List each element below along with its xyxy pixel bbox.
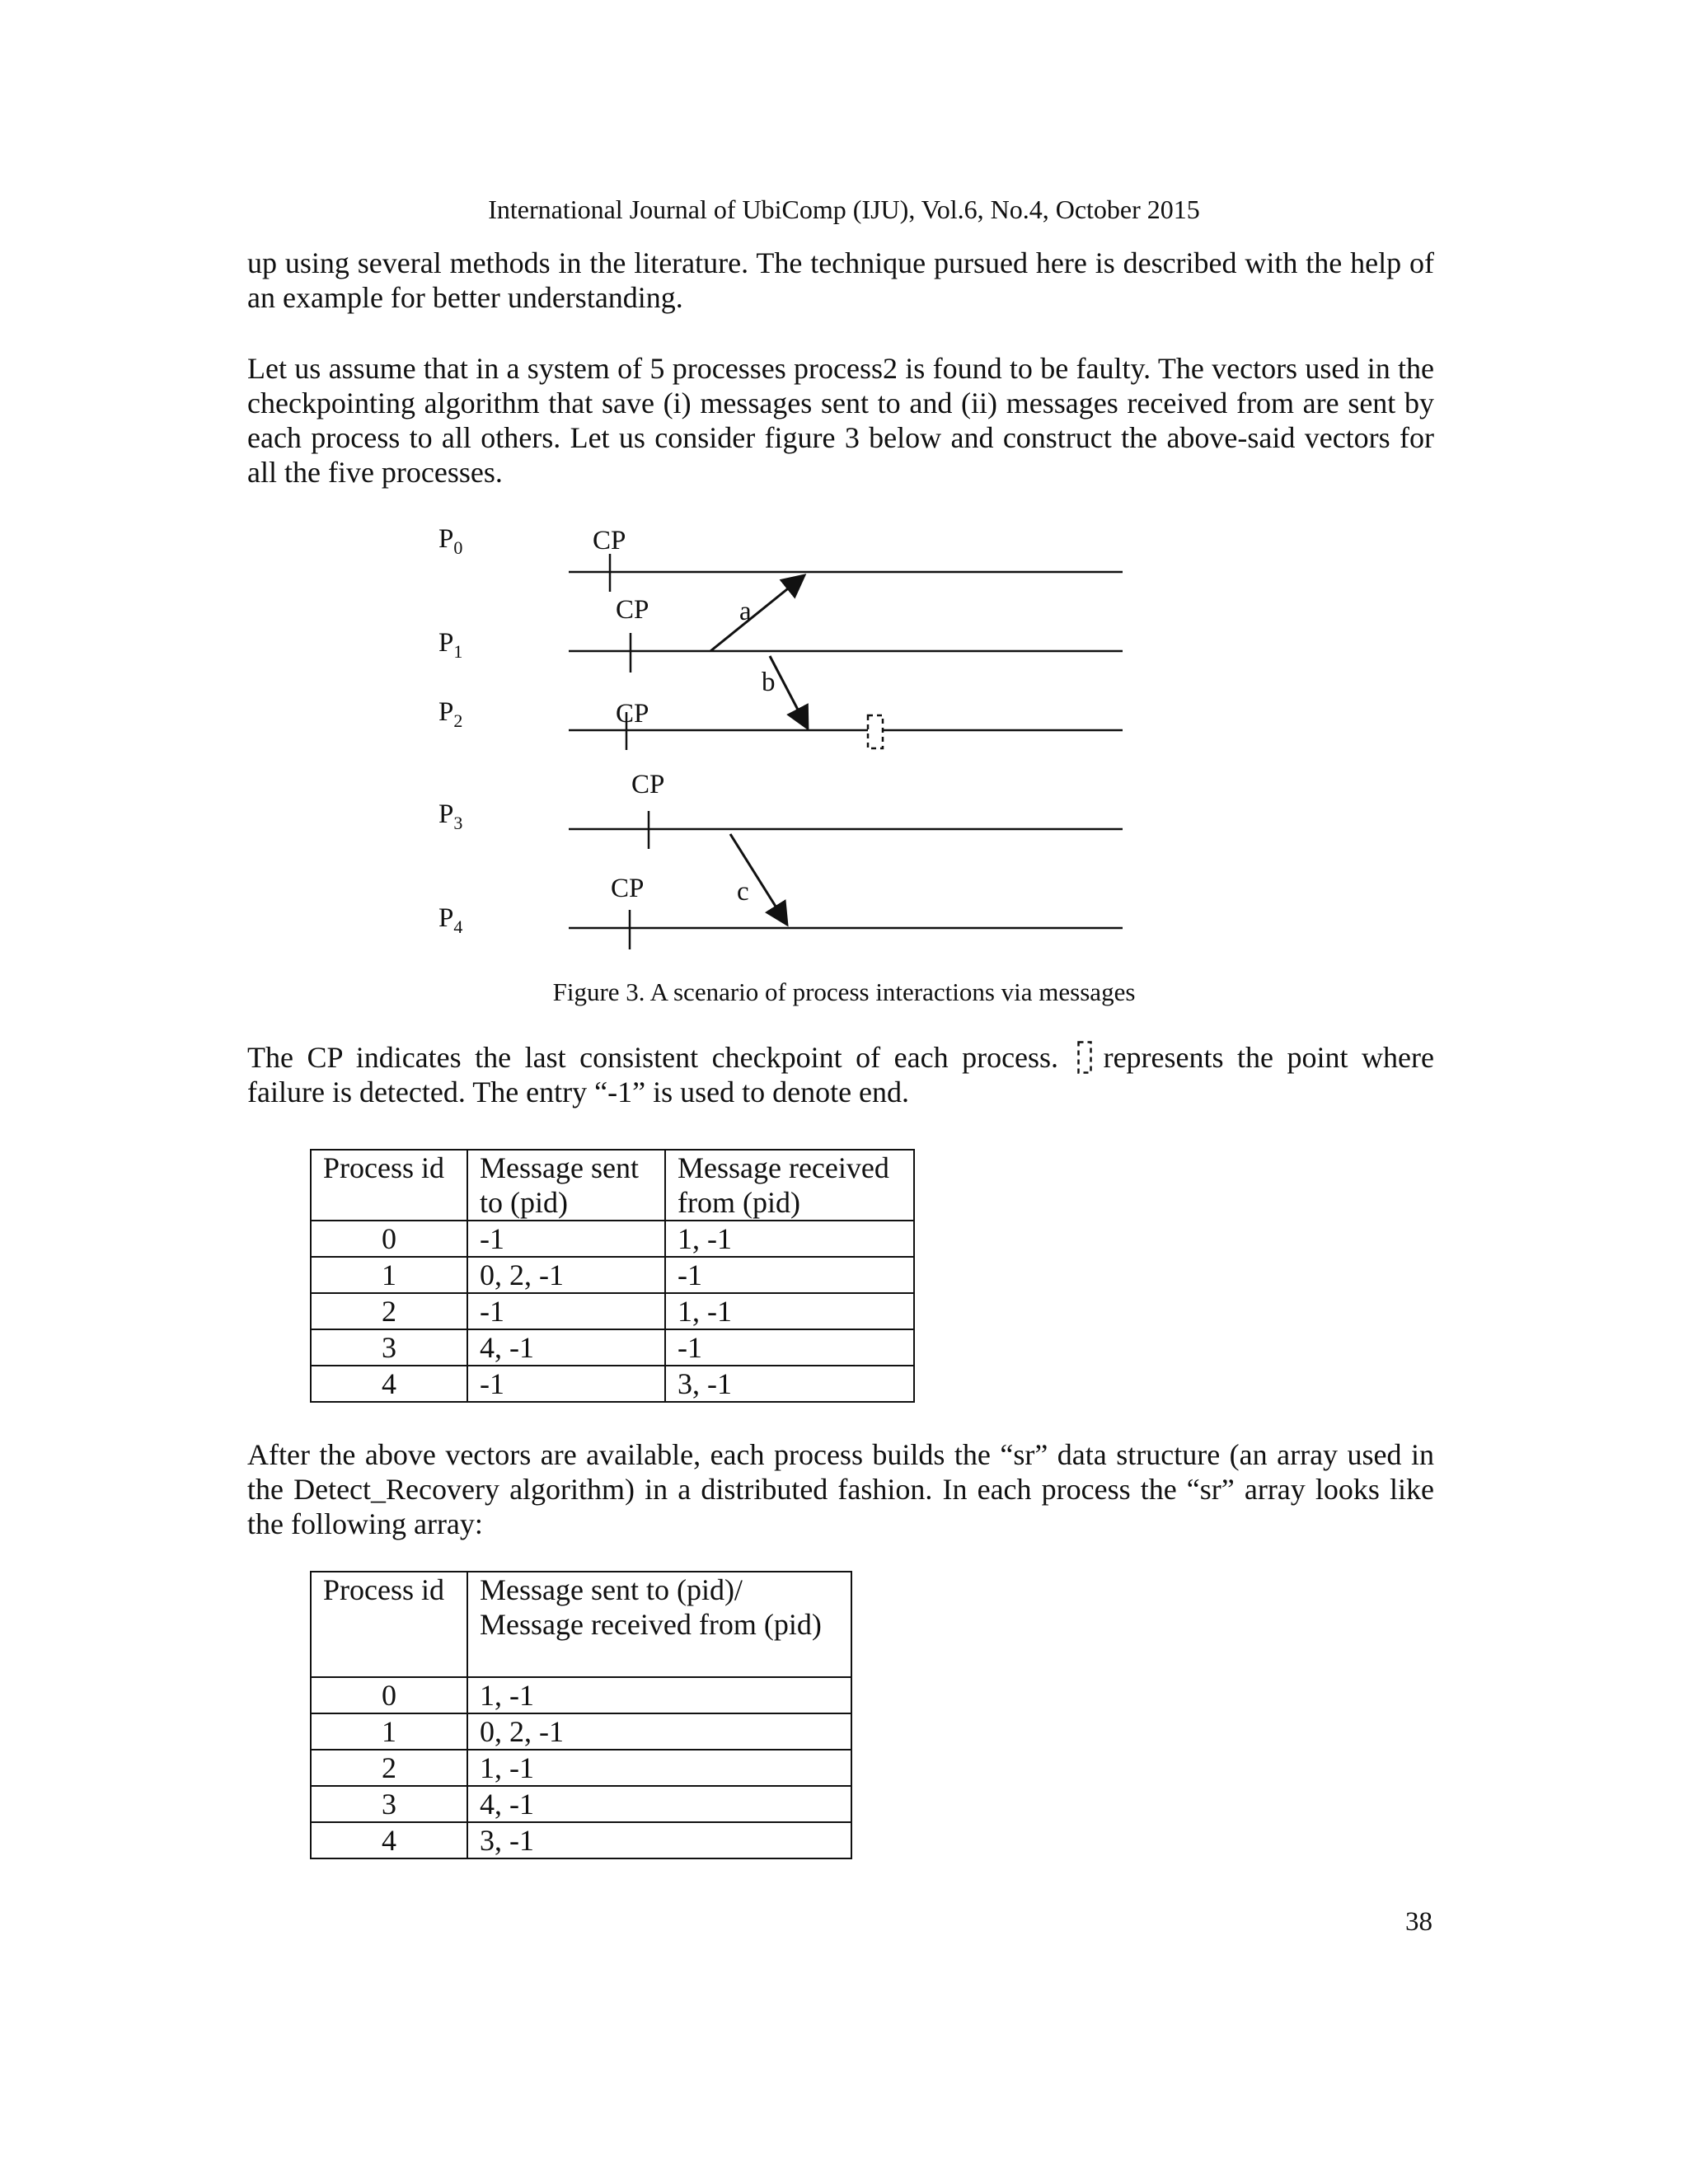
table-row (311, 1713, 851, 1750)
vectors-table (310, 1149, 915, 1403)
cell-process-id: 1 (311, 1257, 467, 1293)
cell-received: 1, -1 (665, 1221, 914, 1257)
cell-sent: 4, -1 (467, 1329, 665, 1366)
cell-received: 3, -1 (665, 1366, 914, 1402)
message-arrow-b (770, 656, 808, 729)
paragraph-cp-text-after: represents the point where failure is detected. The entry “-1” is used to denote end. (247, 1041, 1435, 1108)
header-message-sent: Message sent to (pid) (467, 1150, 665, 1221)
failure-marker-icon (1077, 1041, 1092, 1074)
checkpoint-label-p1: CP (616, 595, 649, 625)
checkpoint-label-p0: CP (593, 526, 626, 555)
cell-sent-received: 0, 2, -1 (467, 1713, 851, 1750)
cell-sent: -1 (467, 1293, 665, 1329)
cell-received: -1 (665, 1257, 914, 1293)
table-row (311, 1221, 914, 1257)
checkpoint-label-p4: CP (611, 874, 645, 903)
cell-process-id: 2 (311, 1750, 467, 1786)
table-row (311, 1257, 914, 1293)
journal-header: International Journal of UbiComp (IJU), Vol.6, No.4, October 2015 (488, 194, 1200, 224)
cell-process-id: 3 (311, 1329, 467, 1366)
table-header-row (311, 1150, 914, 1221)
cell-process-id: 2 (311, 1293, 467, 1329)
checkpoint-label-p3: CP (631, 770, 665, 799)
cell-sent-received: 3, -1 (467, 1822, 851, 1858)
cell-sent-received: 4, -1 (467, 1786, 851, 1822)
message-arrow-a (710, 575, 804, 651)
table-row (311, 1750, 851, 1786)
paragraph-cp-text-before: The CP indicates the last consistent checkpoint of each process. (247, 1041, 1059, 1074)
cell-process-id: 0 (311, 1221, 467, 1257)
failure-detected-icon (868, 715, 883, 748)
process-label-p1: $P_1$ (438, 628, 463, 662)
paragraph-cp-explanation (247, 1040, 1434, 1109)
checkpoint-label-p2: CP (616, 699, 649, 729)
paragraph-sr-structure: After the above vectors are available, each process builds the “sr” data structure (an array used in the Detect_Recovery algorithm) in a distributed fashion. In each process the “sr” array looks like the following array: (247, 1438, 1434, 1540)
header-process-id: Process id (311, 1572, 467, 1677)
message-label-b: b (762, 668, 776, 697)
cell-sent: -1 (467, 1221, 665, 1257)
cell-process-id: 0 (311, 1677, 467, 1713)
table-row (311, 1822, 851, 1858)
paragraph-assumption: Let us assume that in a system of 5 processes process2 is found to be faulty. The vectors used in the checkpointing algorithm that save (i) messages sent to and (ii) messages received from are sent by each process to all others. Let us consider figure 3 below and construct the above-said vectors for all the five processes. (247, 352, 1434, 489)
sr-array-table (310, 1571, 852, 1859)
table-row (311, 1329, 914, 1366)
cell-process-id: 4 (311, 1822, 467, 1858)
table-row (311, 1293, 914, 1329)
cell-sent: -1 (467, 1366, 665, 1402)
process-label-p3: $P_3$ (438, 799, 463, 833)
header-message-received: Message received from (pid) (665, 1150, 914, 1221)
process-label-p2: $P_2$ (438, 697, 463, 731)
cell-sent-received: 1, -1 (467, 1750, 851, 1786)
process-interaction-figure (0, 0, 1688, 1022)
process-label-p4: $P_4$ (438, 903, 463, 937)
table-row (311, 1366, 914, 1402)
cell-process-id: 4 (311, 1366, 467, 1402)
cell-received: 1, -1 (665, 1293, 914, 1329)
header-process-id: Process id (311, 1150, 467, 1221)
process-label-p0: $P_0$ (438, 524, 463, 558)
message-label-a: a (739, 597, 752, 626)
cell-sent: 0, 2, -1 (467, 1257, 665, 1293)
cell-process-id: 1 (311, 1713, 467, 1750)
cell-process-id: 3 (311, 1786, 467, 1822)
table-row (311, 1677, 851, 1713)
cell-sent-received: 1, -1 (467, 1677, 851, 1713)
header-sent-received: Message sent to (pid)/ Message received from (pid) (467, 1572, 851, 1677)
page-number: 38 (1405, 1907, 1432, 1937)
cell-received: -1 (665, 1329, 914, 1366)
figure-caption: Figure 3. A scenario of process interactions via messages (552, 977, 1136, 1006)
table-header-row (311, 1572, 851, 1677)
message-label-c: c (737, 877, 749, 907)
paragraph-intro: up using several methods in the literature. The technique pursued here is described with the help of an example for better understanding. (247, 246, 1434, 314)
table-row (311, 1786, 851, 1822)
